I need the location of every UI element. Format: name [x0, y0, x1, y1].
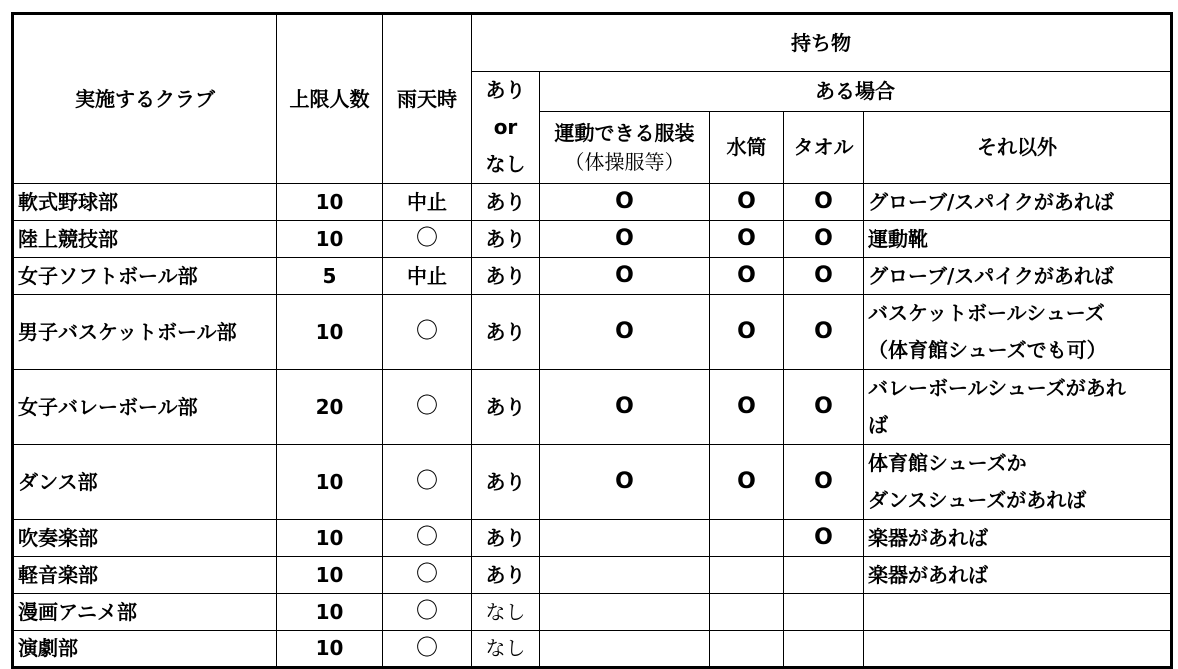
bottle-mark: O — [710, 184, 784, 221]
limit-count: 10 — [277, 445, 383, 520]
header-belongings: 持ち物 — [472, 14, 1172, 72]
club-name: 軟式野球部 — [13, 184, 277, 221]
rain-status: 〇 — [383, 221, 472, 258]
header-row-1 — [13, 14, 1172, 72]
rain-status: 中止 — [383, 258, 472, 295]
has-belongings: あり — [472, 184, 540, 221]
has-belongings: あり — [472, 445, 540, 520]
bottle-mark — [710, 594, 784, 631]
limit-count: 20 — [277, 370, 383, 445]
other-items: 運動靴 — [864, 221, 1172, 258]
rain-status: 〇 — [383, 445, 472, 520]
bottle-mark — [710, 520, 784, 557]
limit-count: 10 — [277, 520, 383, 557]
towel-mark — [784, 557, 864, 594]
bottle-mark: O — [710, 221, 784, 258]
has-belongings: あり — [472, 258, 540, 295]
header-bottle: 水筒 — [710, 112, 784, 184]
club-name: 漫画アニメ部 — [13, 594, 277, 631]
other-items: グローブ/スパイクがあれば — [864, 258, 1172, 295]
table-row — [13, 370, 1172, 445]
rain-status: 〇 — [383, 370, 472, 445]
other-items — [864, 594, 1172, 631]
other-items: グローブ/スパイクがあれば — [864, 184, 1172, 221]
club-name: 吹奏楽部 — [13, 520, 277, 557]
bottle-mark: O — [710, 370, 784, 445]
club-table-wrapper — [11, 12, 1173, 669]
club-name: 女子バレーボール部 — [13, 370, 277, 445]
other-items — [864, 445, 1172, 520]
towel-mark: O — [784, 184, 864, 221]
has-belongings: あり — [472, 520, 540, 557]
table-row — [13, 520, 1172, 557]
club-name: 女子ソフトボール部 — [13, 258, 277, 295]
clothes-mark — [540, 557, 710, 594]
other-items: 楽器があれば — [864, 520, 1172, 557]
table-row — [13, 445, 1172, 520]
towel-mark: O — [784, 445, 864, 520]
bottle-mark — [710, 557, 784, 594]
rain-status: 〇 — [383, 520, 472, 557]
clothes-mark — [540, 631, 710, 668]
header-other: それ以外 — [864, 112, 1172, 184]
table-row — [13, 221, 1172, 258]
rain-status: 中止 — [383, 184, 472, 221]
towel-mark — [784, 594, 864, 631]
has-belongings: なし — [472, 631, 540, 668]
towel-mark: O — [784, 370, 864, 445]
other-items — [864, 295, 1172, 370]
clothes-mark — [540, 594, 710, 631]
club-name: 演劇部 — [13, 631, 277, 668]
other-items-line-2: ダンスシューズがあれば — [868, 488, 1087, 512]
club-name: 陸上競技部 — [13, 221, 277, 258]
rain-status: 〇 — [383, 295, 472, 370]
clothes-mark: O — [540, 445, 710, 520]
club-table — [11, 12, 1173, 669]
towel-mark: O — [784, 221, 864, 258]
table-row — [13, 594, 1172, 631]
bottle-mark — [710, 631, 784, 668]
clothes-mark: O — [540, 370, 710, 445]
header-club: 実施するクラブ — [13, 14, 277, 184]
towel-mark: O — [784, 520, 864, 557]
clothes-mark — [540, 520, 710, 557]
rain-status: 〇 — [383, 557, 472, 594]
header-has-line-1: あり — [485, 78, 526, 102]
rain-status: 〇 — [383, 631, 472, 668]
table-row — [13, 184, 1172, 221]
towel-mark — [784, 631, 864, 668]
other-items: 楽器があれば — [864, 557, 1172, 594]
towel-mark: O — [784, 295, 864, 370]
other-items-line-2: （体育館シューズでも可） — [868, 338, 1107, 362]
has-belongings: なし — [472, 594, 540, 631]
table-row — [13, 258, 1172, 295]
bottle-mark: O — [710, 295, 784, 370]
club-name: ダンス部 — [13, 445, 277, 520]
limit-count: 10 — [277, 184, 383, 221]
clothes-mark: O — [540, 184, 710, 221]
has-belongings: あり — [472, 221, 540, 258]
club-name: 軽音楽部 — [13, 557, 277, 594]
clothes-mark: O — [540, 258, 710, 295]
header-has-line-3: なし — [485, 152, 526, 176]
header-rain: 雨天時 — [383, 14, 472, 184]
other-items-line-1: バレーボールシューズがあれ — [868, 376, 1126, 400]
limit-count: 10 — [277, 295, 383, 370]
other-items-line-1: バスケットボールシューズ — [868, 301, 1105, 325]
towel-mark: O — [784, 258, 864, 295]
table-row — [13, 557, 1172, 594]
header-if-any: ある場合 — [540, 72, 1172, 112]
club-name: 男子バスケットボール部 — [13, 295, 277, 370]
has-belongings: あり — [472, 557, 540, 594]
clothes-mark: O — [540, 221, 710, 258]
header-clothes — [540, 112, 710, 184]
table-row — [13, 631, 1172, 668]
rain-status: 〇 — [383, 594, 472, 631]
clothes-mark: O — [540, 295, 710, 370]
has-belongings: あり — [472, 295, 540, 370]
limit-count: 10 — [277, 557, 383, 594]
has-belongings: あり — [472, 370, 540, 445]
header-limit: 上限人数 — [277, 14, 383, 184]
header-has-belongings — [472, 72, 540, 184]
table-row — [13, 295, 1172, 370]
header-clothes-line-2: （体操服等） — [564, 149, 685, 174]
bottle-mark: O — [710, 445, 784, 520]
other-items — [864, 370, 1172, 445]
limit-count: 10 — [277, 594, 383, 631]
other-items-line-1: 体育館シューズか — [868, 451, 1027, 475]
limit-count: 10 — [277, 221, 383, 258]
bottle-mark: O — [710, 258, 784, 295]
header-clothes-line-1: 運動できる服装 — [554, 120, 695, 145]
header-towel: タオル — [784, 112, 864, 184]
header-has-line-2: or — [493, 115, 518, 139]
limit-count: 10 — [277, 631, 383, 668]
other-items — [864, 631, 1172, 668]
limit-count: 5 — [277, 258, 383, 295]
other-items-line-2: ば — [868, 413, 888, 437]
